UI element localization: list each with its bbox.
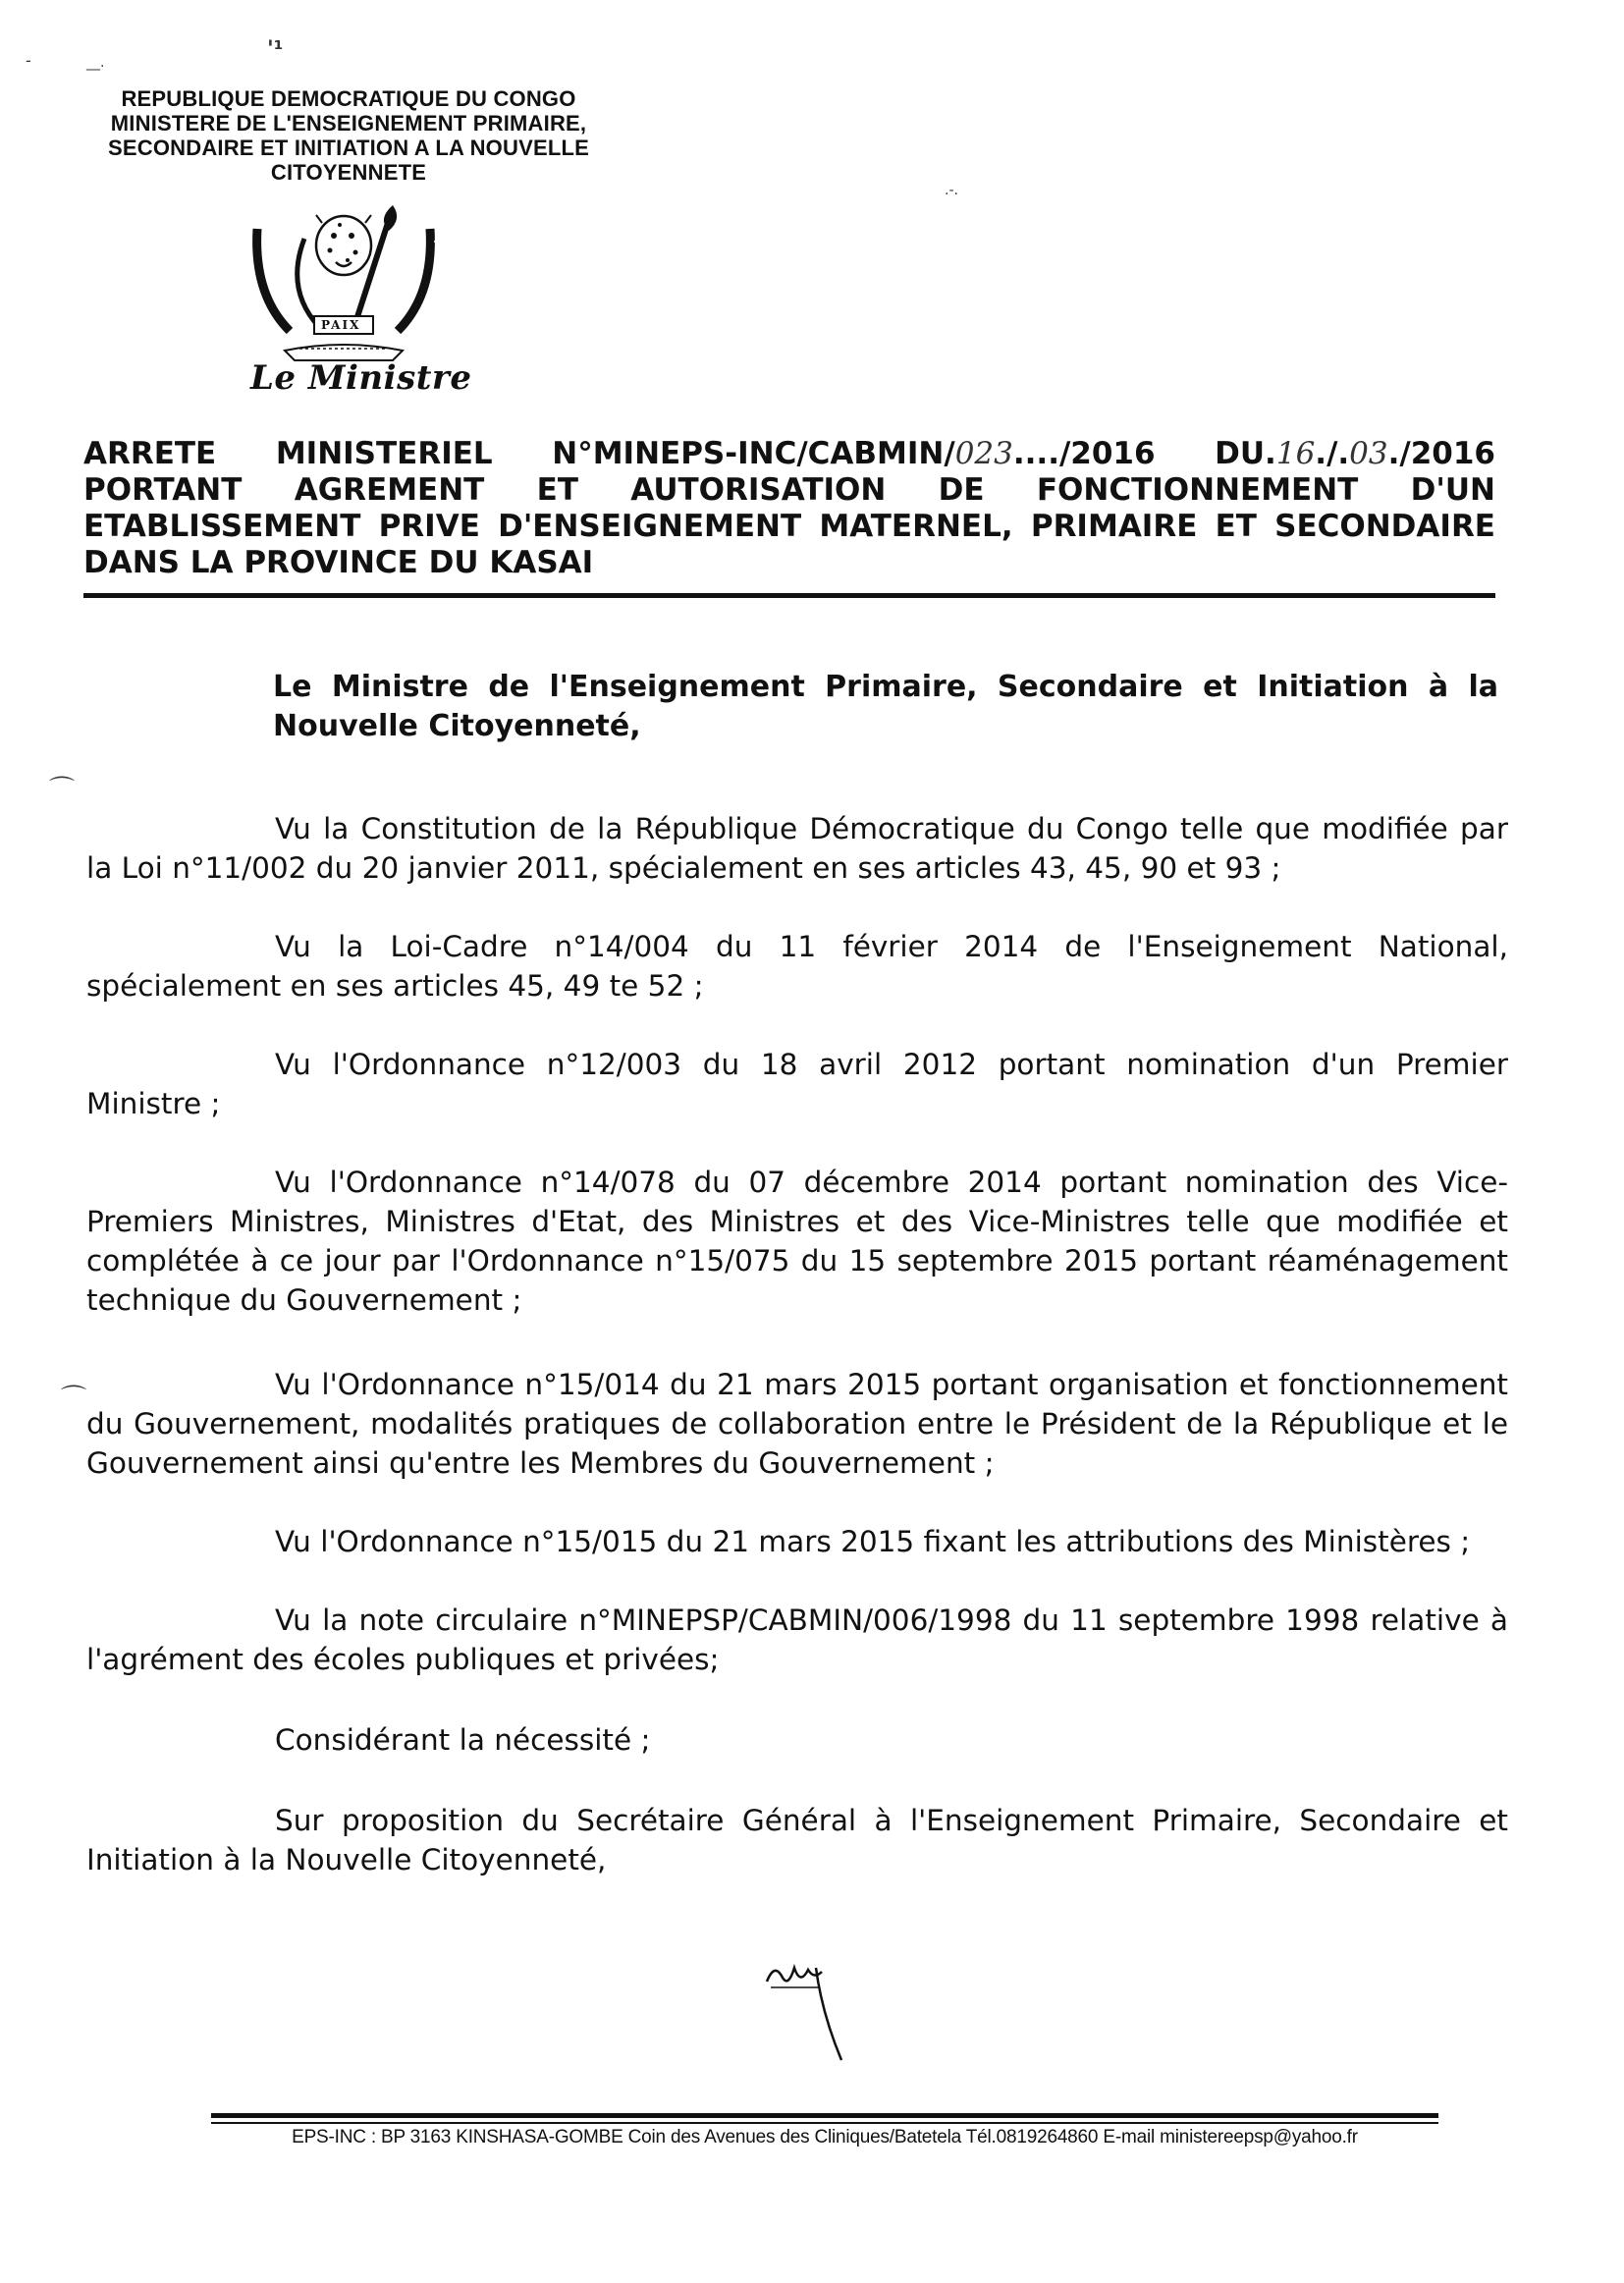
consideration-2: Vu la Loi-Cadre n°14/004 du 11 février 2014 de l'Enseignement National, spécialement en ses articles 45, 49 te 52 ; (86, 930, 1508, 1003)
consideration-7: Vu la note circulaire n°MINEPSP/CABMIN/006/1998 du 11 septembre 1998 relative à l'agrément des écoles publiques et privées; (86, 1604, 1508, 1676)
motto-right: TRAVAIL (432, 186, 466, 246)
motto-center: PAIX (321, 318, 361, 332)
footer-rule-thick (211, 2113, 1438, 2118)
coat-of-arms-icon (245, 201, 442, 363)
consideration-3: Vu l'Ordonnance n°12/003 du 18 avril 2012 portant nomination d'un Premier Ministre ; (86, 1048, 1508, 1120)
title-line-2: PORTANT AGREMENT ET AUTORISATION DE FONCTIONNEMENT D'UN (83, 472, 1495, 508)
scan-mark: - (26, 51, 31, 70)
scan-mark: .-. (945, 183, 958, 198)
decree-title (83, 436, 1495, 581)
scan-mark: __. (86, 55, 105, 71)
handwritten-initials (761, 1954, 849, 2067)
consideration-6: Vu l'Ordonnance n°15/015 du 21 mars 2015 fixant les attributions des Ministères ; (275, 1525, 1471, 1558)
handwritten-decree-number: 023 (954, 436, 1013, 471)
margin-mark: ⌒ (49, 776, 76, 805)
scan-mark: '¹ (267, 37, 284, 62)
margin-mark: ⌒ (61, 1385, 87, 1414)
title-line-4: DANS LA PROVINCE DU KASAI (83, 545, 594, 580)
signatory-title: Le Ministre (250, 358, 472, 398)
handwritten-month: 03 (1349, 436, 1388, 471)
preamble: Le Ministre de l'Enseignement Primaire, Secondaire et Initiation à la Nouvelle Citoyenneté, (273, 670, 1498, 743)
title-underline (83, 593, 1495, 598)
footer-address: EPS-INC : BP 3163 KINSHASA-GOMBE Coin des Avenues des Cliniques/Batetela Tél.0819264860 E-mail ministereepsp@yahoo.fr (292, 2127, 1358, 2147)
footer-rule-thin (211, 2122, 1438, 2124)
ministry-header (59, 86, 638, 185)
consideration-9: Sur proposition du Secrétaire Général à l'Enseignement Primaire, Secondaire et Initiation à la Nouvelle Citoyenneté, (86, 1804, 1508, 1876)
title-line-number: ARRETE MINISTERIEL N°MINEPS-INC/CABMIN/023..../2016 DU.16./.03./2016 (83, 436, 1496, 471)
motto-left: JUSTICE (230, 245, 265, 305)
consideration-5: Vu l'Ordonnance n°15/014 du 21 mars 2015 portant organisation et fonctionnement du Gouvernement, modalités pratiques de collaboration entre le Président de la République et le Gouvernement ainsi qu'entre les Membres du Gouvernement ; (86, 1368, 1508, 1480)
header-line-citizenship: CITOYENNETE (270, 160, 427, 185)
header-line-republic: REPUBLIQUE DEMOCRATIQUE DU CONGO (121, 86, 576, 111)
consideration-4: Vu l'Ordonnance n°14/078 du 07 décembre 2014 portant nomination des Vice-Premiers Ministres, Ministres d'Etat, des Ministres et des Vice-Ministres telle que modifiée et complétée à ce jour par l'Ordonnance n°15/075 du 15 septembre 2015 portant réaménagement technique du Gouvernement ; (86, 1166, 1508, 1317)
handwritten-day: 16 (1275, 436, 1316, 471)
title-line-3: ETABLISSEMENT PRIVE D'ENSEIGNEMENT MATERNEL, PRIMAIRE ET SECONDAIRE (83, 509, 1495, 544)
header-line-ministry-cont: SECONDAIRE ET INITIATION A LA NOUVELLE (108, 136, 589, 160)
consideration-1: Vu la Constitution de la République Démocratique du Congo telle que modifiée par la Loi n°11/002 du 20 janvier 2011, spécialement en ses articles 43, 45, 90 et 93 ; (86, 812, 1508, 885)
header-line-ministry: MINISTERE DE L'ENSEIGNEMENT PRIMAIRE, (110, 111, 587, 136)
consideration-8: Considérant la nécessité ; (275, 1723, 651, 1757)
